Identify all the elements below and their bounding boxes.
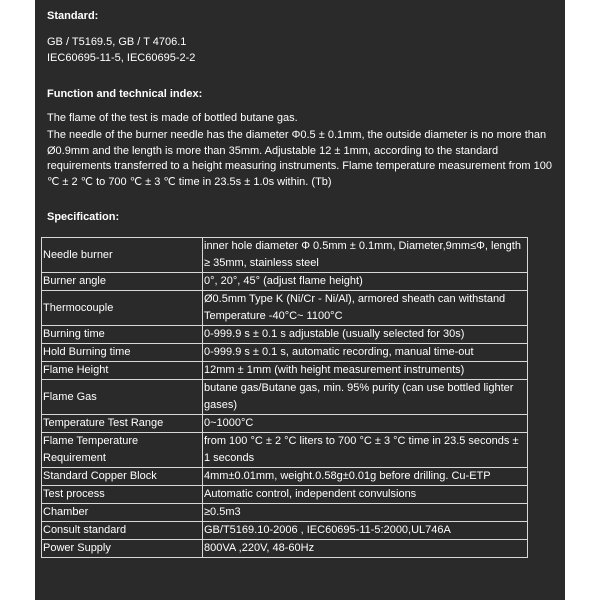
spec-value: butane gas/Butane gas, min. 95% purity (can use bottled lighter gases) — [203, 380, 528, 415]
spec-value: from 100 °C ± 2 °C liters to 700 °C ± 3 °C time in 23.5 seconds ± 1 seconds — [203, 433, 528, 468]
standard-line: IEC60695-11-5, IEC60695-2-2 — [47, 52, 196, 64]
spec-label: Burner angle — [42, 273, 203, 291]
spec-label: Chamber — [42, 504, 203, 522]
function-paragraph: The flame of the test is made of bottled butane gas. — [47, 112, 298, 124]
spec-value: 0-999.9 s ± 0.1 s, automatic recording, manual time-out — [203, 344, 528, 362]
spec-label: Flame Height — [42, 362, 203, 380]
table-row — [42, 291, 528, 326]
spec-value: 0~1000°C — [203, 415, 528, 433]
spec-value: ≥0.5m3 — [203, 504, 528, 522]
table-row — [42, 433, 528, 468]
table-row — [42, 540, 528, 558]
table-row — [42, 362, 528, 380]
spec-label: Power Supply — [42, 540, 203, 558]
spec-value: GB/T5169.10-2006 , IEC60695-11-5:2000,UL746A — [203, 522, 528, 540]
table-row — [42, 326, 528, 344]
spec-value: 800VA ,220V, 48-60Hz — [203, 540, 528, 558]
table-row — [42, 380, 528, 415]
standard-line: GB / T5169.5, GB / T 4706.1 — [47, 36, 187, 48]
table-row — [42, 522, 528, 540]
spec-value: Ø0.5mm Type K (Ni/Cr - Ni/Al), armored sheath can withstand Temperature -40°C~ 1100°C — [203, 291, 528, 326]
spec-value: 0°, 20°, 45° (adjust flame height) — [203, 273, 528, 291]
spec-value: 12mm ± 1mm (with height measurement instruments) — [203, 362, 528, 380]
spec-value: 0-999.9 s ± 0.1 s adjustable (usually selected for 30s) — [203, 326, 528, 344]
table-row — [42, 273, 528, 291]
spec-value: 4mm±0.01mm, weight.0.58g±0.01g before drilling. Cu-ETP — [203, 468, 528, 486]
table-row — [42, 468, 528, 486]
standard-heading: Standard: — [47, 10, 99, 22]
spec-value: inner hole diameter Φ 0.5mm ± 0.1mm, Diameter,9mm≤Φ, length ≥ 35mm, stainless steel — [203, 238, 528, 273]
spec-label: Burning time — [42, 326, 203, 344]
specification-table — [41, 237, 528, 558]
spec-label: Flame Temperature Requirement — [42, 433, 203, 468]
table-row — [42, 504, 528, 522]
spec-label: Test process — [42, 486, 203, 504]
spec-label: Thermocouple — [42, 291, 203, 326]
document-panel — [35, 0, 565, 600]
table-row — [42, 486, 528, 504]
spec-label: Needle burner — [42, 238, 203, 273]
spec-label: Hold Burning time — [42, 344, 203, 362]
function-paragraph: The needle of the burner needle has the diameter Φ0.5 ± 0.1mm, the outside diameter is no more than Ø0.9mm and the length is more than 35mm. Adjustable 12 ± 1mm, according to the standard requirements transferred to a height measuring instruments. Flame temperature measurement from 100 ℃ ± 2 ℃ to 700 ℃ ± 3 ℃ time in 23.5s ± 1.0s within. (Tb) — [47, 129, 553, 188]
spec-label: Temperature Test Range — [42, 415, 203, 433]
table-row — [42, 415, 528, 433]
table-row — [42, 238, 528, 273]
spec-value: Automatic control, independent convulsions — [203, 486, 528, 504]
function-heading: Function and technical index: — [47, 88, 203, 100]
spec-label: Flame Gas — [42, 380, 203, 415]
spec-label: Consult standard — [42, 522, 203, 540]
specification-heading: Specification: — [47, 211, 120, 223]
spec-label: Standard Copper Block — [42, 468, 203, 486]
table-row — [42, 344, 528, 362]
